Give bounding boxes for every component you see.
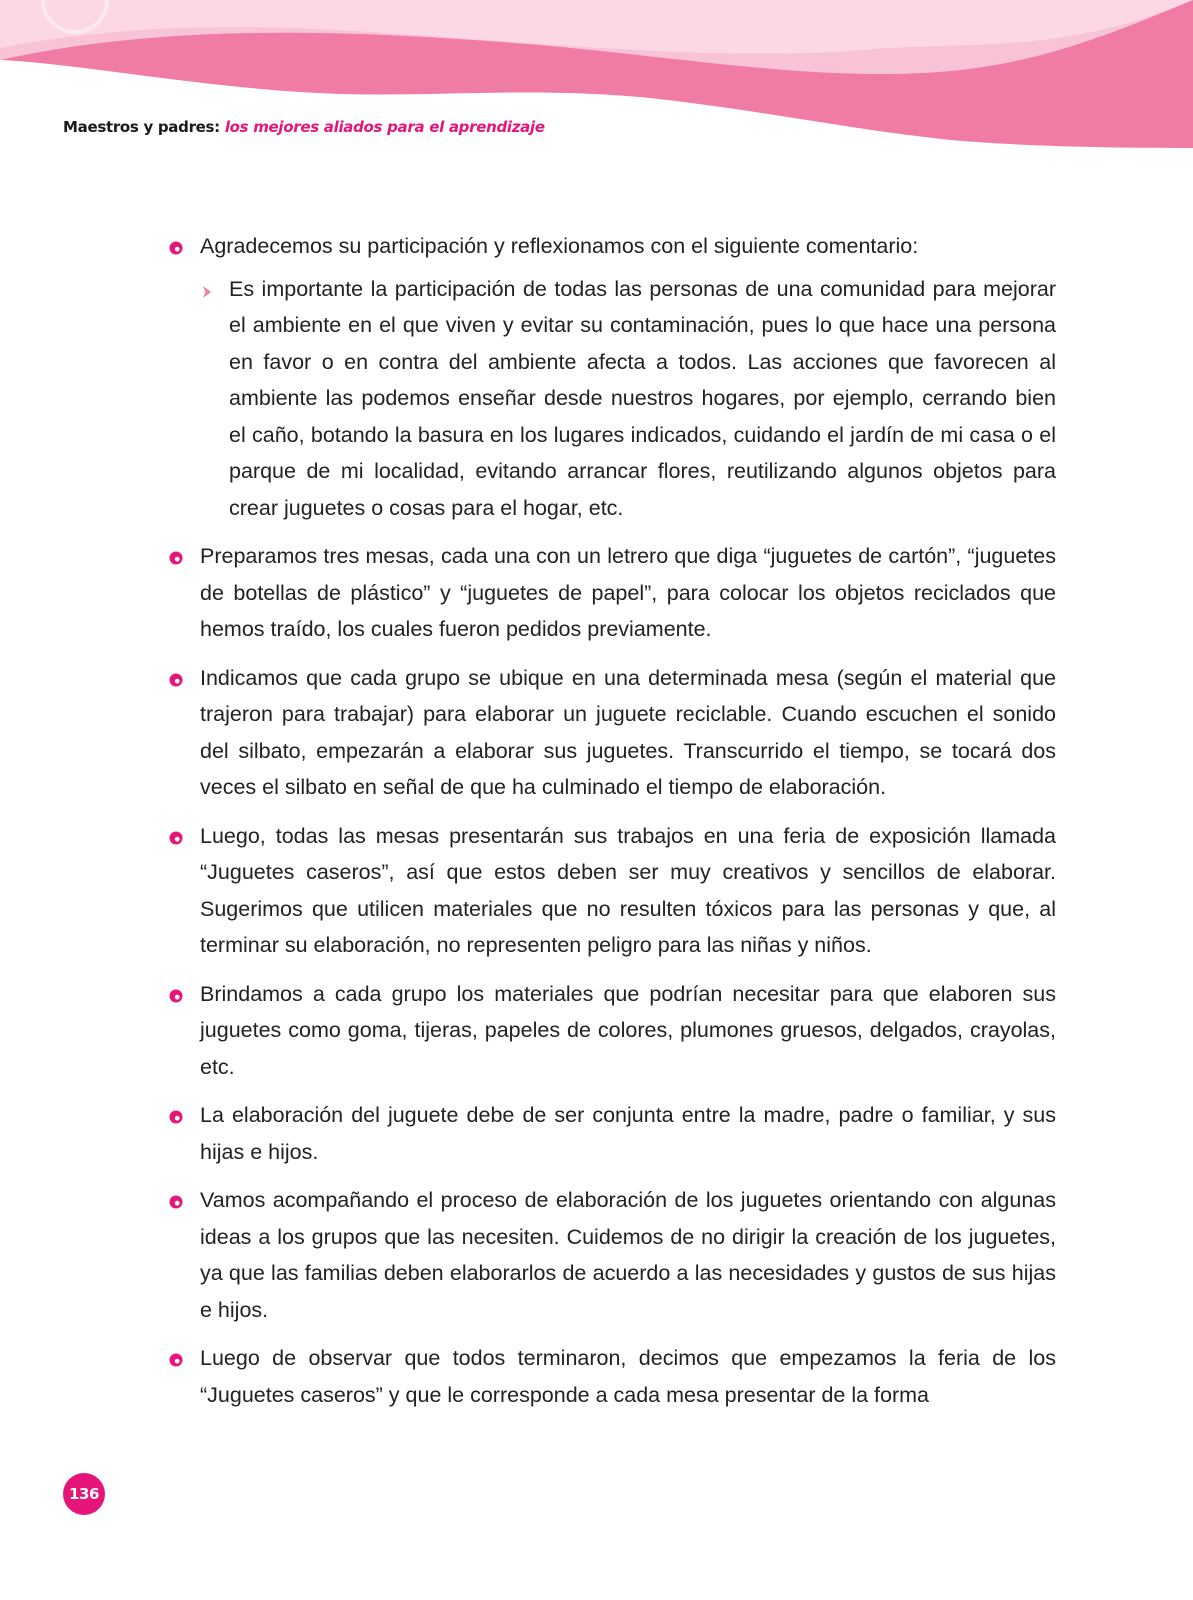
page-number-badge: 136 bbox=[63, 1473, 105, 1515]
list-item bbox=[168, 228, 1056, 526]
list-item-text: Luego de observar que todos terminaron, decimos que empezamos la feria de los “Juguetes caseros” y que le corresponde a cada mesa presentar de la forma bbox=[200, 1346, 1056, 1407]
pink-circle-bullet-icon bbox=[169, 1195, 183, 1209]
pink-circle-bullet-icon bbox=[169, 1353, 183, 1367]
sub-list-item bbox=[200, 271, 1056, 527]
running-head-title: Maestros y padres: bbox=[63, 118, 220, 136]
list-item-text: Indicamos que cada grupo se ubique en una determinada mesa (según el material que trajeron para trabajar) para elaborar un juguete reciclable. Cuando escuchen el sonido del silbato, empezarán a elaborar sus juguetes. Transcurrido el tiempo, se tocará dos veces el silbato en señal de que ha culminado el tiempo de elaboración. bbox=[200, 665, 1056, 799]
list-item-text: Agradecemos su participación y reflexionamos con el siguiente comentario: bbox=[200, 234, 919, 258]
pink-circle-bullet-icon bbox=[169, 989, 183, 1003]
list-item-text: Vamos acompañando el proceso de elaboración de los juguetes orientando con algunas ideas a los grupos que las necesiten. Cuidemos de no dirigir la creación de los juguetes, ya que las familias deben elaborarlos de acuerdo a las necesidades y gustos de sus hijas e hijos. bbox=[200, 1188, 1056, 1322]
pink-circle-bullet-icon bbox=[169, 673, 183, 687]
pink-circle-bullet-icon bbox=[169, 551, 183, 565]
list-item bbox=[168, 1182, 1056, 1328]
running-head bbox=[63, 118, 545, 136]
pink-circle-bullet-icon bbox=[169, 241, 183, 255]
pink-circle-bullet-icon bbox=[169, 1110, 183, 1124]
list-item bbox=[168, 976, 1056, 1086]
list-item-text: La elaboración del juguete debe de ser conjunta entre la madre, padre o familiar, y sus hijas e hijos. bbox=[200, 1103, 1056, 1164]
list-item-text: Preparamos tres mesas, cada una con un letrero que diga “juguetes de cartón”, “juguetes de botellas de plástico” y “juguetes de papel”, para colocar los objetos reciclados que hemos traído, los cuales fueron pedidos previamente. bbox=[200, 544, 1056, 641]
list-item bbox=[168, 1097, 1056, 1170]
sub-list-item-text: Es importante la participación de todas las personas de una comunidad para mejorar el ambiente en el que viven y evitar su contaminación, pues lo que hace una persona en favor o en contra del ambiente afecta a todos. Las acciones que favorecen al ambiente las podemos enseñar desde nuestros hogares, por ejemplo, cerrando bien el caño, botando la basura en los lugares indicados, cuidando el jardín de mi casa o el parque de mi localidad, evitando arrancar flores, reutilizando algunos objetos para crear juguetes o cosas para el hogar, etc. bbox=[229, 276, 1056, 520]
pink-chevron-right-icon bbox=[202, 285, 213, 299]
list-item bbox=[168, 1340, 1056, 1413]
list-item-text: Brindamos a cada grupo los materiales que podrían necesitar para que elaboren sus juguetes como goma, tijeras, papeles de colores, plumones gruesos, delgados, crayolas, etc. bbox=[200, 981, 1056, 1079]
activity-steps-list bbox=[168, 228, 1056, 1425]
list-item-text: Luego, todas las mesas presentarán sus trabajos en una feria de exposición llamada “Juguetes caseros”, así que estos deben ser muy creativos y sencillos de elaborar. Sugerimos que utilicen materiales que no resulten tóxicos para las personas y que, al terminar su elaboración, no representen peligro para las niñas y niños. bbox=[200, 823, 1056, 957]
running-head-subtitle: los mejores aliados para el aprendizaje bbox=[224, 118, 545, 136]
list-item bbox=[168, 660, 1056, 806]
pink-circle-bullet-icon bbox=[169, 831, 183, 845]
list-item bbox=[168, 818, 1056, 964]
list-item bbox=[168, 538, 1056, 648]
